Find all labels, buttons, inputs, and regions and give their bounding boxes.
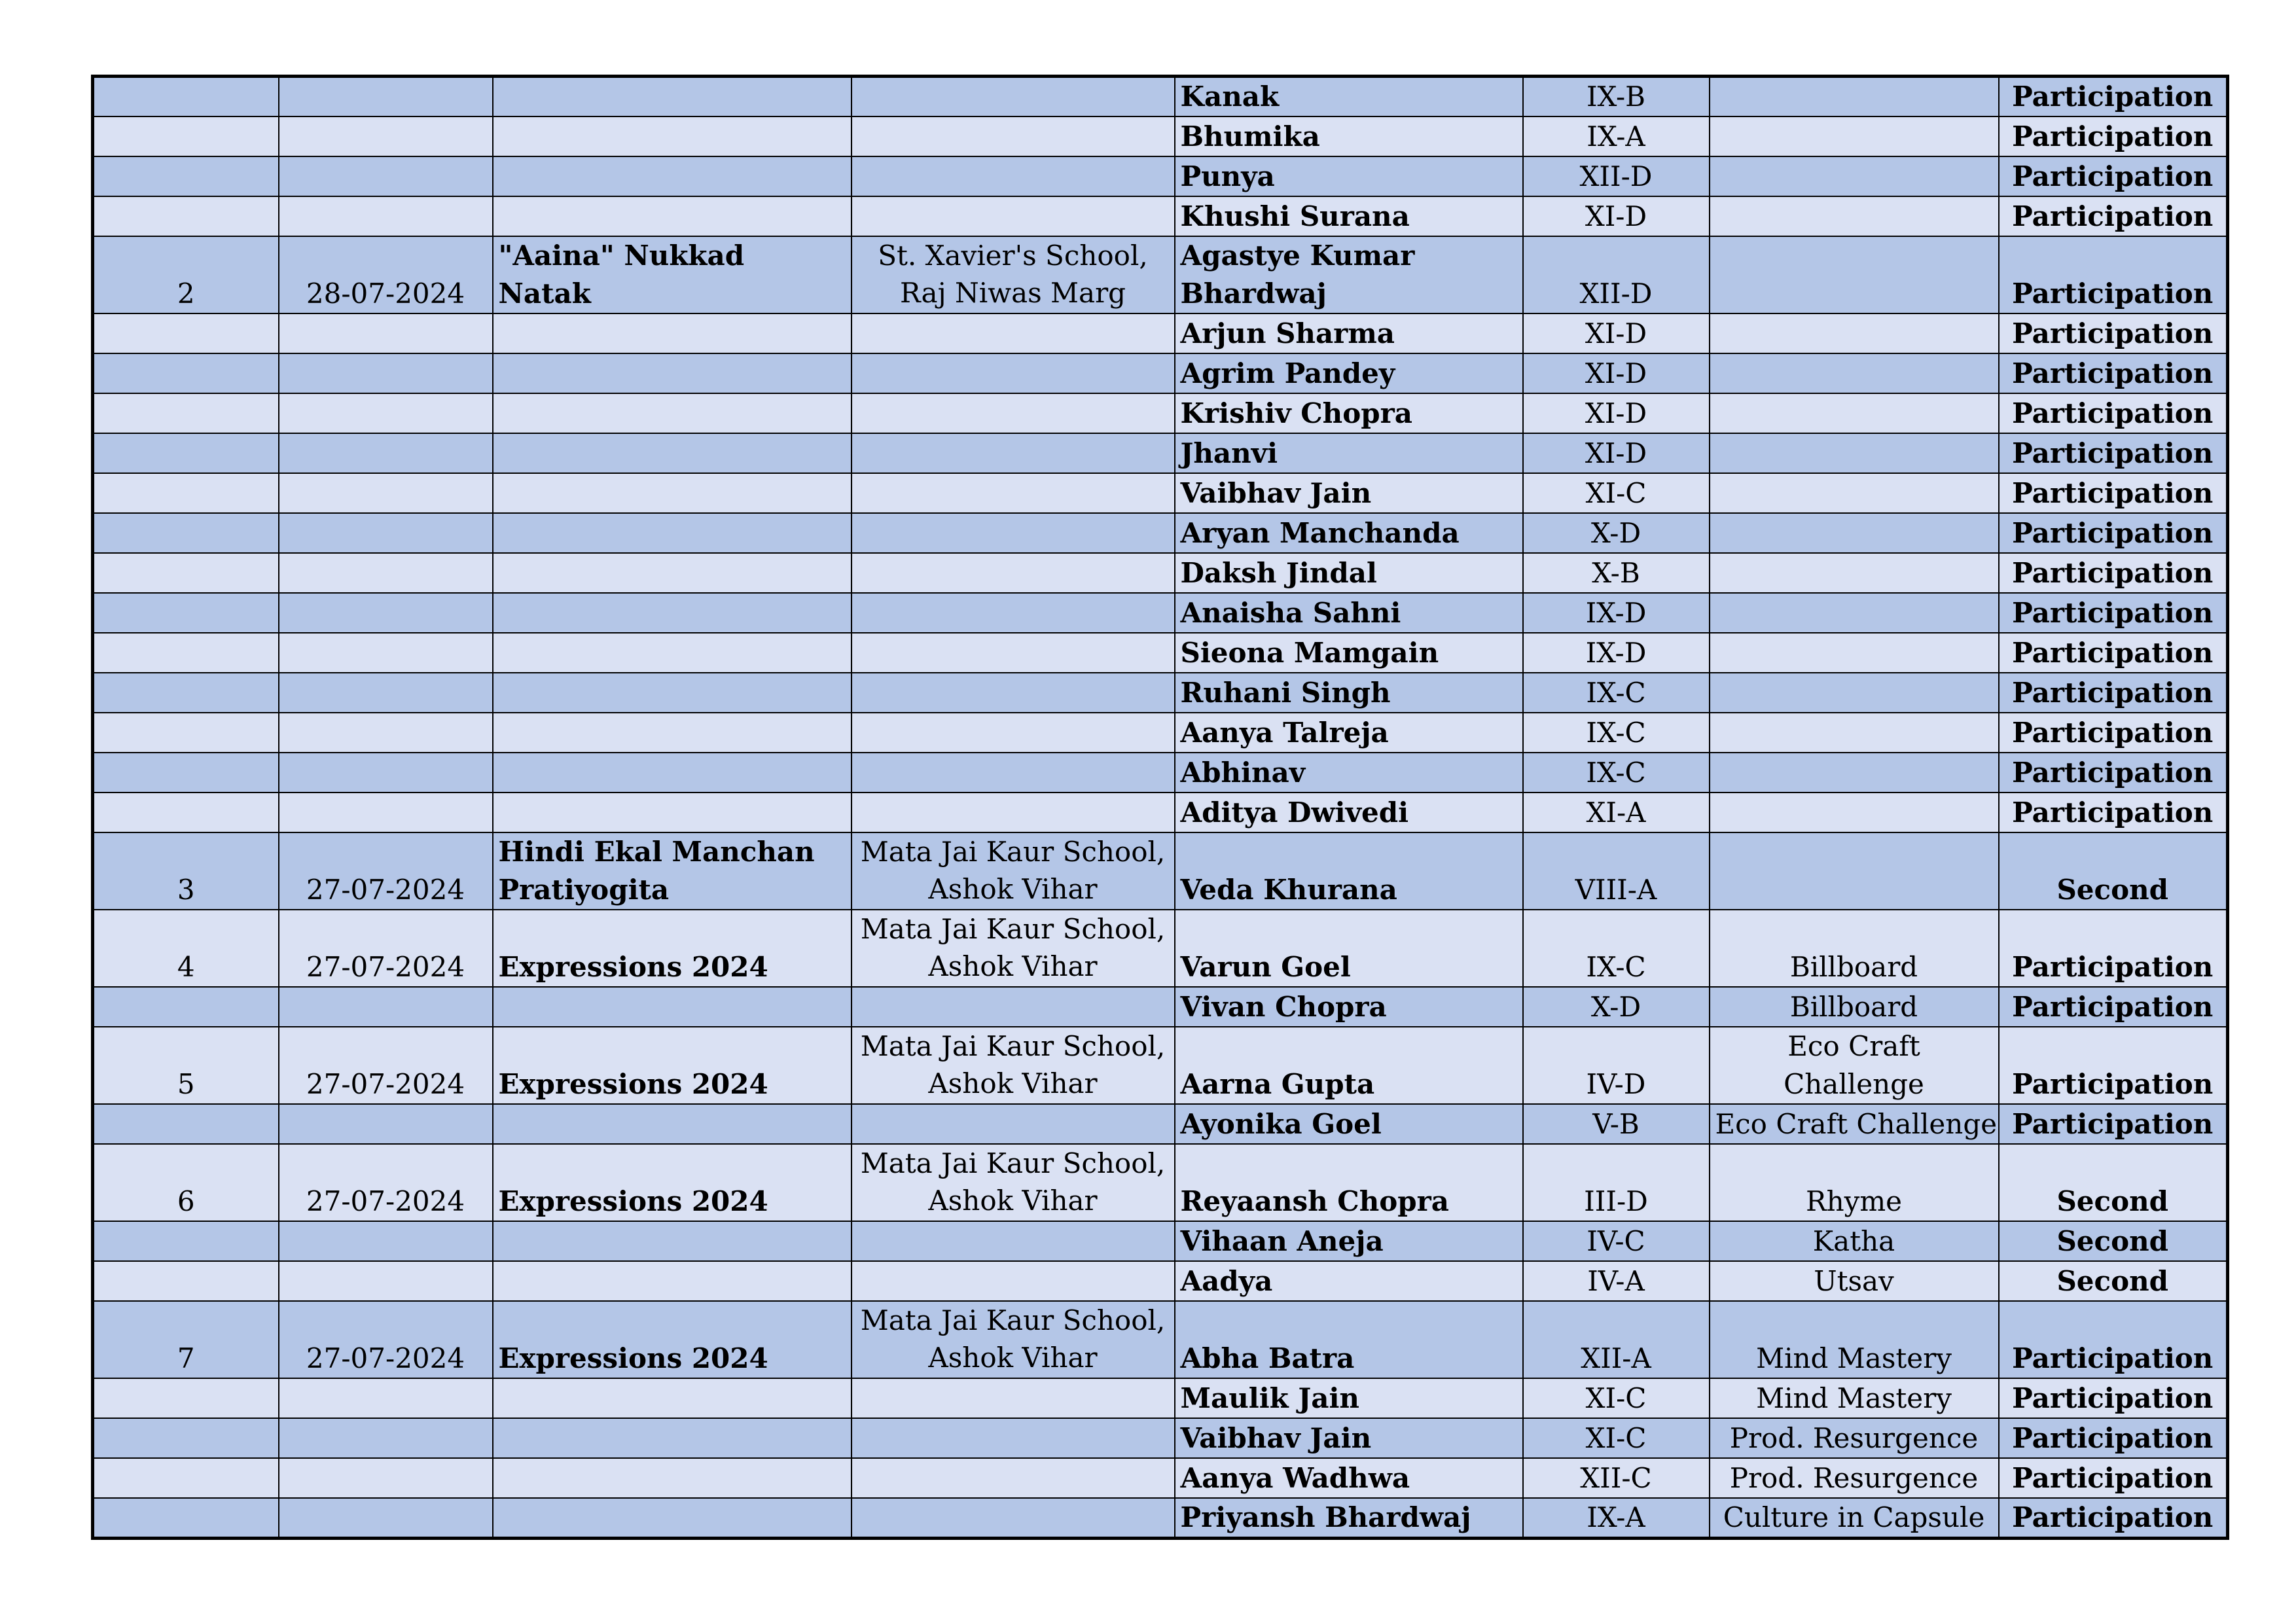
venue-cell	[852, 1378, 1175, 1418]
date-cell	[279, 673, 493, 713]
serial-number-cell: 3	[93, 832, 279, 910]
result-cell: Participation	[1999, 1301, 2228, 1378]
result-cell: Participation	[1999, 793, 2228, 832]
date-cell	[279, 633, 493, 673]
student-name-cell: Aryan Manchanda	[1175, 513, 1523, 553]
result-cell: Participation	[1999, 77, 2228, 117]
date-cell	[279, 1261, 493, 1301]
result-cell: Second	[1999, 832, 2228, 910]
table-row	[93, 313, 2228, 353]
venue-cell: Mata Jai Kaur School, Ashok Vihar	[852, 832, 1175, 910]
student-name-cell: Abha Batra	[1175, 1301, 1523, 1378]
category-cell: Katha	[1710, 1221, 1999, 1261]
serial-number-cell	[93, 77, 279, 117]
category-cell: Utsav	[1710, 1261, 1999, 1301]
event-cell	[493, 633, 852, 673]
class-cell: XI-A	[1523, 793, 1710, 832]
category-cell	[1710, 513, 1999, 553]
table-row	[93, 1261, 2228, 1301]
student-name-cell: Agastye Kumar Bhardwaj	[1175, 236, 1523, 313]
result-cell: Participation	[1999, 593, 2228, 633]
category-cell	[1710, 713, 1999, 753]
serial-number-cell	[93, 593, 279, 633]
venue-cell	[852, 393, 1175, 433]
event-cell	[493, 1498, 852, 1539]
venue-cell	[852, 1261, 1175, 1301]
event-cell	[493, 1458, 852, 1498]
serial-number-cell: 7	[93, 1301, 279, 1378]
result-cell: Participation	[1999, 910, 2228, 987]
class-cell: IX-C	[1523, 673, 1710, 713]
date-cell	[279, 1458, 493, 1498]
event-cell	[493, 593, 852, 633]
table-row	[93, 553, 2228, 593]
category-cell	[1710, 433, 1999, 473]
serial-number-cell	[93, 1261, 279, 1301]
serial-number-cell	[93, 196, 279, 236]
serial-number-cell	[93, 1104, 279, 1144]
class-cell: IX-D	[1523, 633, 1710, 673]
serial-number-cell	[93, 1458, 279, 1498]
class-cell: X-B	[1523, 553, 1710, 593]
date-cell	[279, 513, 493, 553]
result-cell: Participation	[1999, 1378, 2228, 1418]
date-cell: 27-07-2024	[279, 832, 493, 910]
student-name-cell: Vaibhav Jain	[1175, 473, 1523, 513]
serial-number-cell	[93, 713, 279, 753]
table-row	[93, 1418, 2228, 1458]
serial-number-cell	[93, 353, 279, 393]
result-cell: Participation	[1999, 236, 2228, 313]
student-name-cell: Agrim Pandey	[1175, 353, 1523, 393]
venue-cell	[852, 196, 1175, 236]
venue-cell: Mata Jai Kaur School, Ashok Vihar	[852, 1301, 1175, 1378]
category-cell: Eco Craft Challenge	[1710, 1027, 1999, 1104]
table-row	[93, 593, 2228, 633]
date-cell	[279, 1498, 493, 1539]
class-cell: IX-D	[1523, 593, 1710, 633]
event-cell	[493, 433, 852, 473]
serial-number-cell: 4	[93, 910, 279, 987]
result-cell: Participation	[1999, 553, 2228, 593]
result-cell: Second	[1999, 1144, 2228, 1221]
category-cell: Eco Craft Challenge	[1710, 1104, 1999, 1144]
serial-number-cell	[93, 1418, 279, 1458]
date-cell	[279, 1418, 493, 1458]
student-name-cell: Aditya Dwivedi	[1175, 793, 1523, 832]
student-name-cell: Vaibhav Jain	[1175, 1418, 1523, 1458]
table-row	[93, 832, 2228, 910]
category-cell	[1710, 313, 1999, 353]
class-cell: IV-C	[1523, 1221, 1710, 1261]
date-cell	[279, 196, 493, 236]
table-row	[93, 196, 2228, 236]
event-cell	[493, 673, 852, 713]
student-name-cell: Khushi Surana	[1175, 196, 1523, 236]
event-cell	[493, 1261, 852, 1301]
table-row	[93, 753, 2228, 793]
event-cell	[493, 1221, 852, 1261]
student-name-cell: Sieona Mamgain	[1175, 633, 1523, 673]
class-cell: XII-A	[1523, 1301, 1710, 1378]
venue-cell	[852, 793, 1175, 832]
result-cell: Participation	[1999, 987, 2228, 1027]
table-row	[93, 353, 2228, 393]
class-cell: X-D	[1523, 513, 1710, 553]
table-row	[93, 433, 2228, 473]
table-row	[93, 473, 2228, 513]
result-cell: Participation	[1999, 1104, 2228, 1144]
result-cell: Participation	[1999, 196, 2228, 236]
class-cell: XI-D	[1523, 433, 1710, 473]
serial-number-cell	[93, 673, 279, 713]
date-cell	[279, 116, 493, 156]
category-cell	[1710, 156, 1999, 196]
serial-number-cell	[93, 313, 279, 353]
student-name-cell: Daksh Jindal	[1175, 553, 1523, 593]
event-cell	[493, 1418, 852, 1458]
date-cell: 27-07-2024	[279, 1301, 493, 1378]
class-cell: III-D	[1523, 1144, 1710, 1221]
table-row	[93, 236, 2228, 313]
venue-cell	[852, 77, 1175, 117]
serial-number-cell	[93, 513, 279, 553]
student-name-cell: Aanya Talreja	[1175, 713, 1523, 753]
date-cell	[279, 713, 493, 753]
category-cell	[1710, 753, 1999, 793]
venue-cell	[852, 156, 1175, 196]
serial-number-cell: 2	[93, 236, 279, 313]
event-cell	[493, 1104, 852, 1144]
student-name-cell: Maulik Jain	[1175, 1378, 1523, 1418]
class-cell: XI-D	[1523, 353, 1710, 393]
student-name-cell: Vivan Chopra	[1175, 987, 1523, 1027]
date-cell	[279, 313, 493, 353]
student-name-cell: Aadya	[1175, 1261, 1523, 1301]
result-cell: Participation	[1999, 673, 2228, 713]
class-cell: XI-D	[1523, 313, 1710, 353]
date-cell	[279, 793, 493, 832]
serial-number-cell	[93, 156, 279, 196]
category-cell	[1710, 633, 1999, 673]
date-cell	[279, 353, 493, 393]
result-cell: Participation	[1999, 353, 2228, 393]
event-cell: Expressions 2024	[493, 1301, 852, 1378]
serial-number-cell: 6	[93, 1144, 279, 1221]
class-cell: VIII-A	[1523, 832, 1710, 910]
result-cell: Participation	[1999, 633, 2228, 673]
venue-cell	[852, 633, 1175, 673]
student-name-cell: Bhumika	[1175, 116, 1523, 156]
student-name-cell: Kanak	[1175, 77, 1523, 117]
event-cell: Hindi Ekal Manchan Pratiyogita	[493, 832, 852, 910]
category-cell	[1710, 393, 1999, 433]
class-cell: IX-B	[1523, 77, 1710, 117]
student-name-cell: Arjun Sharma	[1175, 313, 1523, 353]
event-cell: Expressions 2024	[493, 1027, 852, 1104]
result-cell: Second	[1999, 1261, 2228, 1301]
student-name-cell: Priyansh Bhardwaj	[1175, 1498, 1523, 1539]
serial-number-cell	[93, 433, 279, 473]
event-cell: Expressions 2024	[493, 1144, 852, 1221]
class-cell: XI-D	[1523, 196, 1710, 236]
category-cell: Prod. Resurgence	[1710, 1418, 1999, 1458]
table-row	[93, 393, 2228, 433]
event-cell	[493, 77, 852, 117]
category-cell	[1710, 473, 1999, 513]
venue-cell	[852, 987, 1175, 1027]
table-row	[93, 1498, 2228, 1539]
class-cell: IV-A	[1523, 1261, 1710, 1301]
table-row	[93, 116, 2228, 156]
table-row	[93, 910, 2228, 987]
table-row	[93, 1027, 2228, 1104]
event-cell	[493, 393, 852, 433]
student-name-cell: Varun Goel	[1175, 910, 1523, 987]
event-cell	[493, 987, 852, 1027]
event-cell	[493, 553, 852, 593]
category-cell	[1710, 77, 1999, 117]
student-name-cell: Ayonika Goel	[1175, 1104, 1523, 1144]
venue-cell	[852, 473, 1175, 513]
class-cell: IX-A	[1523, 1498, 1710, 1539]
event-cell	[493, 353, 852, 393]
result-cell: Participation	[1999, 433, 2228, 473]
event-cell	[493, 713, 852, 753]
venue-cell	[852, 116, 1175, 156]
table-row	[93, 1458, 2228, 1498]
class-cell: X-D	[1523, 987, 1710, 1027]
date-cell: 27-07-2024	[279, 1144, 493, 1221]
result-cell: Participation	[1999, 1418, 2228, 1458]
venue-cell	[852, 673, 1175, 713]
serial-number-cell	[93, 987, 279, 1027]
serial-number-cell	[93, 633, 279, 673]
date-cell	[279, 156, 493, 196]
venue-cell: St. Xavier's School, Raj Niwas Marg	[852, 236, 1175, 313]
class-cell: IX-C	[1523, 910, 1710, 987]
event-cell: Expressions 2024	[493, 910, 852, 987]
class-cell: V-B	[1523, 1104, 1710, 1144]
date-cell	[279, 473, 493, 513]
class-cell: XI-C	[1523, 1418, 1710, 1458]
result-cell: Second	[1999, 1221, 2228, 1261]
serial-number-cell	[93, 1221, 279, 1261]
class-cell: XII-D	[1523, 236, 1710, 313]
venue-cell	[852, 753, 1175, 793]
date-cell: 28-07-2024	[279, 236, 493, 313]
serial-number-cell	[93, 1498, 279, 1539]
category-cell	[1710, 793, 1999, 832]
date-cell	[279, 77, 493, 117]
date-cell: 27-07-2024	[279, 910, 493, 987]
date-cell	[279, 593, 493, 633]
category-cell	[1710, 553, 1999, 593]
class-cell: IX-A	[1523, 116, 1710, 156]
result-cell: Participation	[1999, 393, 2228, 433]
event-cell	[493, 196, 852, 236]
category-cell	[1710, 236, 1999, 313]
event-cell	[493, 473, 852, 513]
table-row	[93, 1144, 2228, 1221]
serial-number-cell	[93, 753, 279, 793]
category-cell: Billboard	[1710, 910, 1999, 987]
event-cell	[493, 793, 852, 832]
venue-cell: Mata Jai Kaur School, Ashok Vihar	[852, 1027, 1175, 1104]
serial-number-cell	[93, 553, 279, 593]
venue-cell	[852, 513, 1175, 553]
date-cell	[279, 1221, 493, 1261]
table-row	[93, 713, 2228, 753]
serial-number-cell	[93, 116, 279, 156]
result-cell: Participation	[1999, 1458, 2228, 1498]
table-row	[93, 673, 2228, 713]
category-cell: Rhyme	[1710, 1144, 1999, 1221]
results-table	[91, 75, 2229, 1540]
table-row	[93, 987, 2228, 1027]
result-cell: Participation	[1999, 313, 2228, 353]
category-cell	[1710, 593, 1999, 633]
class-cell: IV-D	[1523, 1027, 1710, 1104]
class-cell: IX-C	[1523, 753, 1710, 793]
class-cell: XI-D	[1523, 393, 1710, 433]
result-cell: Participation	[1999, 513, 2228, 553]
date-cell	[279, 393, 493, 433]
result-cell: Participation	[1999, 473, 2228, 513]
student-name-cell: Veda Khurana	[1175, 832, 1523, 910]
student-name-cell: Anaisha Sahni	[1175, 593, 1523, 633]
student-name-cell: Aanya Wadhwa	[1175, 1458, 1523, 1498]
category-cell	[1710, 832, 1999, 910]
table-row	[93, 77, 2228, 117]
date-cell	[279, 1104, 493, 1144]
result-cell: Participation	[1999, 1498, 2228, 1539]
result-cell: Participation	[1999, 713, 2228, 753]
event-cell	[493, 116, 852, 156]
student-name-cell: Abhinav	[1175, 753, 1523, 793]
serial-number-cell: 5	[93, 1027, 279, 1104]
event-cell: "Aaina" Nukkad Natak	[493, 236, 852, 313]
class-cell: XII-D	[1523, 156, 1710, 196]
result-cell: Participation	[1999, 156, 2228, 196]
category-cell	[1710, 673, 1999, 713]
results-table-body	[93, 77, 2228, 1539]
venue-cell	[852, 593, 1175, 633]
date-cell: 27-07-2024	[279, 1027, 493, 1104]
date-cell	[279, 433, 493, 473]
event-cell	[493, 313, 852, 353]
category-cell: Mind Mastery	[1710, 1301, 1999, 1378]
venue-cell	[852, 1418, 1175, 1458]
result-cell: Participation	[1999, 116, 2228, 156]
venue-cell	[852, 553, 1175, 593]
table-row	[93, 1104, 2228, 1144]
event-cell	[493, 753, 852, 793]
date-cell	[279, 553, 493, 593]
category-cell	[1710, 353, 1999, 393]
table-row	[93, 1378, 2228, 1418]
student-name-cell: Aarna Gupta	[1175, 1027, 1523, 1104]
serial-number-cell	[93, 793, 279, 832]
result-cell: Participation	[1999, 1027, 2228, 1104]
date-cell	[279, 987, 493, 1027]
venue-cell: Mata Jai Kaur School, Ashok Vihar	[852, 1144, 1175, 1221]
student-name-cell: Ruhani Singh	[1175, 673, 1523, 713]
venue-cell	[852, 1104, 1175, 1144]
event-cell	[493, 513, 852, 553]
event-cell	[493, 156, 852, 196]
class-cell: XI-C	[1523, 473, 1710, 513]
class-cell: XI-C	[1523, 1378, 1710, 1418]
table-row	[93, 793, 2228, 832]
venue-cell: Mata Jai Kaur School, Ashok Vihar	[852, 910, 1175, 987]
venue-cell	[852, 1221, 1175, 1261]
table-row	[93, 633, 2228, 673]
student-name-cell: Krishiv Chopra	[1175, 393, 1523, 433]
venue-cell	[852, 313, 1175, 353]
venue-cell	[852, 433, 1175, 473]
venue-cell	[852, 1458, 1175, 1498]
table-row	[93, 1221, 2228, 1261]
student-name-cell: Vihaan Aneja	[1175, 1221, 1523, 1261]
table-row	[93, 156, 2228, 196]
student-name-cell: Jhanvi	[1175, 433, 1523, 473]
event-cell	[493, 1378, 852, 1418]
serial-number-cell	[93, 393, 279, 433]
category-cell: Mind Mastery	[1710, 1378, 1999, 1418]
student-name-cell: Reyaansh Chopra	[1175, 1144, 1523, 1221]
category-cell: Billboard	[1710, 987, 1999, 1027]
category-cell	[1710, 196, 1999, 236]
date-cell	[279, 753, 493, 793]
table-row	[93, 1301, 2228, 1378]
student-name-cell: Punya	[1175, 156, 1523, 196]
serial-number-cell	[93, 473, 279, 513]
serial-number-cell	[93, 1378, 279, 1418]
date-cell	[279, 1378, 493, 1418]
result-cell: Participation	[1999, 753, 2228, 793]
venue-cell	[852, 1498, 1175, 1539]
venue-cell	[852, 713, 1175, 753]
class-cell: XII-C	[1523, 1458, 1710, 1498]
class-cell: IX-C	[1523, 713, 1710, 753]
category-cell: Culture in Capsule	[1710, 1498, 1999, 1539]
category-cell: Prod. Resurgence	[1710, 1458, 1999, 1498]
table-row	[93, 513, 2228, 553]
category-cell	[1710, 116, 1999, 156]
venue-cell	[852, 353, 1175, 393]
